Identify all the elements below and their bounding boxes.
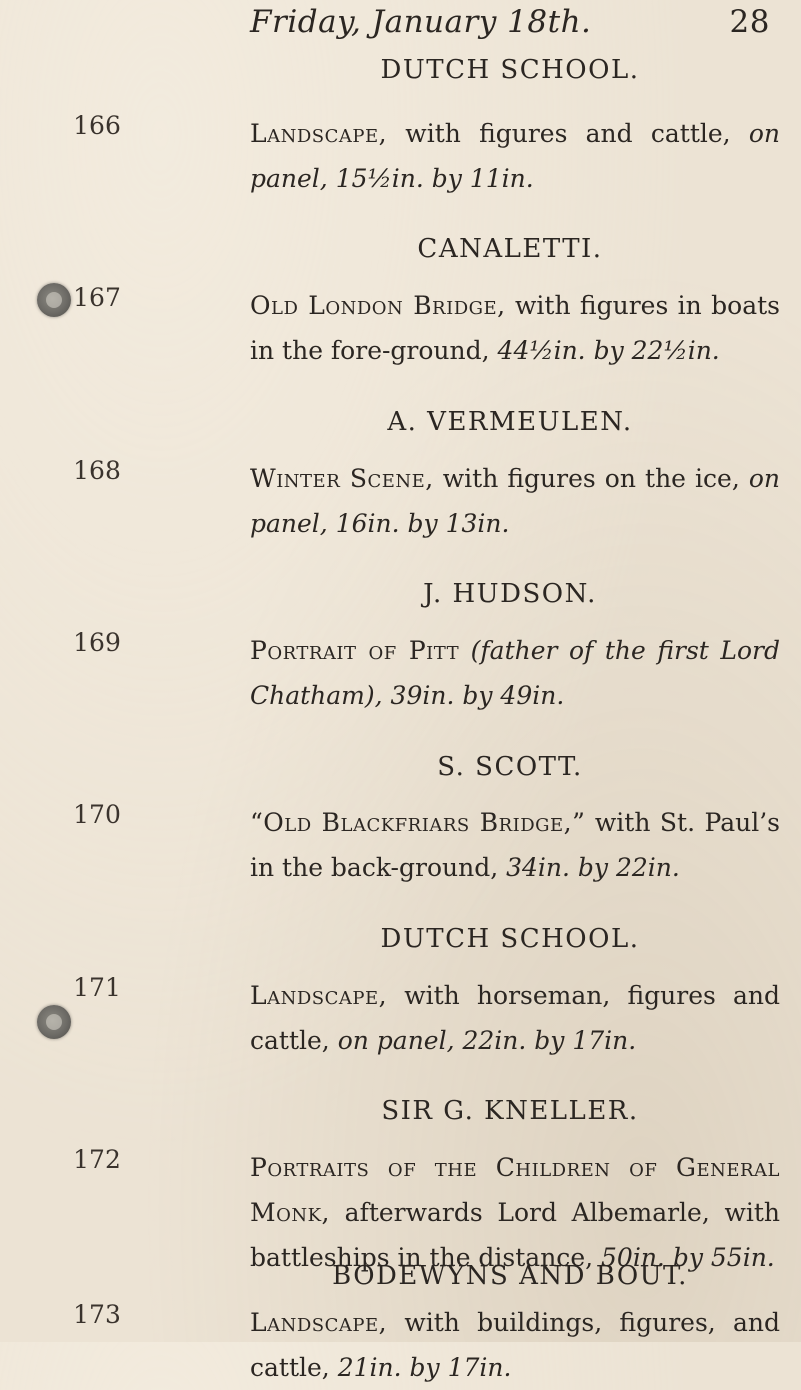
- lot-dimensions: 34in. by 22in.: [506, 853, 680, 882]
- lot-number: 173: [73, 1300, 121, 1329]
- lot-details: afterwards Lord Albemarle, with battleships in the distance,: [250, 1198, 780, 1272]
- lot-description: [250, 800, 780, 890]
- lot-details: with St. Paul’s in the back-ground,: [250, 808, 780, 882]
- lot-title: “Old Blackfriars Bridge,”: [250, 808, 586, 837]
- lot-title: Portraits of the Children of General Monk,: [250, 1153, 780, 1227]
- section-heading: S. SCOTT.: [437, 752, 583, 782]
- lot-details: [459, 636, 471, 665]
- lot-dimensions: on panel, 22in. by 17in.: [337, 1026, 637, 1055]
- section-heading: BODEWYNS AND BOUT.: [332, 1261, 688, 1291]
- page-number: 28: [729, 4, 770, 40]
- lot-dimensions: on panel, 16in. by 13in.: [250, 464, 780, 538]
- lot-title: Landscape,: [250, 981, 388, 1010]
- lot-description: [250, 628, 780, 718]
- lot-description: [250, 1300, 780, 1390]
- lot-number: 168: [73, 456, 121, 485]
- section-heading: A. VERMEULEN.: [387, 407, 633, 437]
- lot-description: [250, 1145, 780, 1280]
- lot-description: [250, 973, 780, 1063]
- lot-number: 166: [73, 111, 121, 140]
- lot-dimensions: 50in. by 55in.: [601, 1243, 775, 1272]
- lot-details: with horseman, figures and cattle,: [250, 981, 780, 1055]
- lot-details: with buildings, figures, and cattle,: [250, 1308, 780, 1382]
- lot-title: Old London Bridge,: [250, 291, 506, 320]
- lot-description: [250, 283, 780, 373]
- section-heading: SIR G. KNELLER.: [381, 1096, 639, 1126]
- section-heading: CANALETTI.: [417, 234, 603, 264]
- lot-dimensions: (father of the first Lord Chatham), 39in. by 49in.: [250, 636, 780, 710]
- lot-details: with figures on the ice,: [433, 464, 749, 493]
- section-heading: DUTCH SCHOOL.: [380, 55, 640, 85]
- lot-number: 172: [73, 1145, 121, 1174]
- lot-title: Winter Scene,: [250, 464, 434, 493]
- lot-title: Portrait of Pitt: [250, 636, 460, 665]
- lot-details: with figures and cattle,: [387, 119, 749, 148]
- lot-title: Landscape,: [250, 1308, 388, 1337]
- lot-number: 169: [73, 628, 121, 657]
- lot-number: 167: [73, 283, 121, 312]
- lot-dimensions: on panel, 15½in. by 11in.: [250, 119, 780, 193]
- binding-hole-bottom: [37, 1005, 71, 1039]
- lot-title: Landscape,: [250, 119, 388, 148]
- lot-description: [250, 111, 780, 201]
- lot-dimensions: 44½in. by 22½in.: [497, 336, 720, 365]
- lot-number: 170: [73, 800, 121, 829]
- lot-description: [250, 456, 780, 546]
- lot-dimensions: 21in. by 17in.: [337, 1353, 512, 1382]
- lot-number: 171: [73, 973, 121, 1002]
- running-head-title: Friday, January 18th.: [250, 4, 592, 40]
- section-heading: J. HUDSON.: [423, 579, 597, 609]
- lot-details: with figures in boats in the fore-ground,: [250, 291, 780, 365]
- section-heading: DUTCH SCHOOL.: [380, 924, 640, 954]
